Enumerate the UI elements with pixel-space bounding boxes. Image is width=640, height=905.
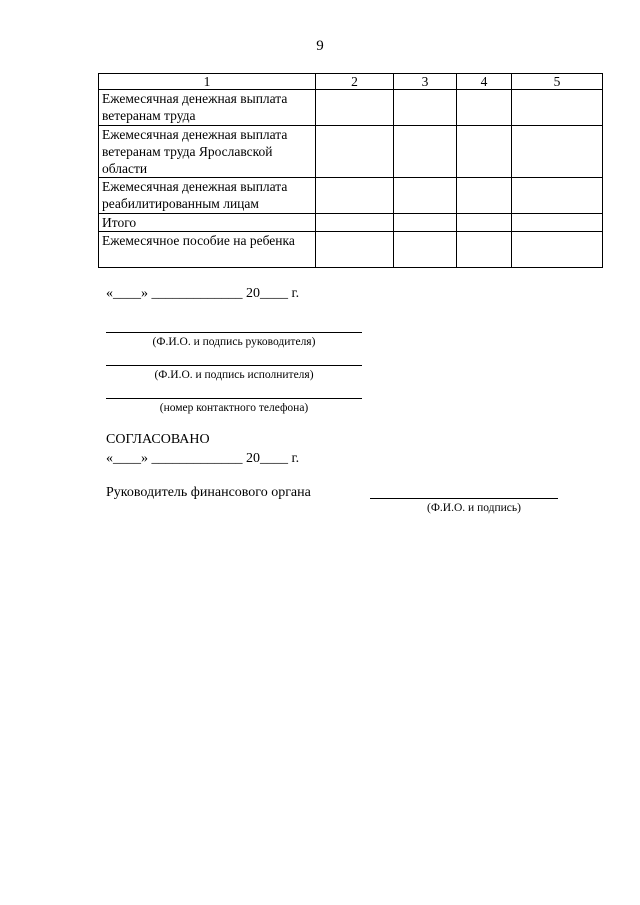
table-cell	[394, 232, 457, 268]
report-table	[98, 73, 603, 268]
column-header: 3	[394, 74, 457, 90]
row-label: Итого	[99, 214, 316, 232]
page-number: 9	[316, 38, 324, 54]
table-header-row	[99, 74, 603, 90]
table-cell	[394, 178, 457, 214]
table-cell	[512, 178, 603, 214]
table-cell	[512, 90, 603, 126]
table-cell	[394, 90, 457, 126]
head-signature-line	[106, 332, 362, 333]
row-label: Ежемесячное пособие на ребенка	[99, 232, 316, 268]
column-header: 5	[512, 74, 603, 90]
table-cell	[316, 126, 394, 178]
finance-head-caption: (Ф.И.О. и подпись)	[427, 502, 521, 514]
approval-date-line: «____» _____________ 20____ г.	[106, 451, 300, 466]
table-row	[99, 232, 603, 268]
date-line: «____» _____________ 20____ г.	[106, 286, 300, 301]
table-cell	[394, 126, 457, 178]
table-row	[99, 214, 603, 232]
table-cell	[316, 214, 394, 232]
table-row	[99, 178, 603, 214]
phone-caption: (номер контактного телефона)	[159, 402, 309, 414]
finance-head-signature-line	[370, 498, 558, 499]
approval-title: СОГЛАСОВАНО	[106, 432, 210, 447]
row-label: Ежемесячная денежная выплата ветеранам труда Ярославской области	[99, 126, 316, 178]
executor-signature-line	[106, 365, 362, 366]
head-signature-caption: (Ф.И.О. и подпись руководителя)	[152, 336, 316, 348]
table-cell	[457, 126, 512, 178]
table-cell	[457, 214, 512, 232]
executor-signature-caption: (Ф.И.О. и подпись исполнителя)	[154, 369, 314, 381]
table-cell	[512, 214, 603, 232]
table-cell	[457, 90, 512, 126]
row-label: Ежемесячная денежная выплата ветеранам труда	[99, 90, 316, 126]
finance-head-label: Руководитель финансового органа	[106, 485, 311, 500]
table-cell	[394, 214, 457, 232]
column-header: 2	[316, 74, 394, 90]
table-cell	[457, 232, 512, 268]
table-cell	[457, 178, 512, 214]
table-row	[99, 90, 603, 126]
table-cell	[512, 232, 603, 268]
table-cell	[316, 90, 394, 126]
table-row	[99, 126, 603, 178]
table-cell	[316, 232, 394, 268]
phone-line	[106, 398, 362, 399]
column-header: 4	[457, 74, 512, 90]
column-header: 1	[99, 74, 316, 90]
row-label: Ежемесячная денежная выплата реабилитированным лицам	[99, 178, 316, 214]
table-cell	[512, 126, 603, 178]
table-cell	[316, 178, 394, 214]
